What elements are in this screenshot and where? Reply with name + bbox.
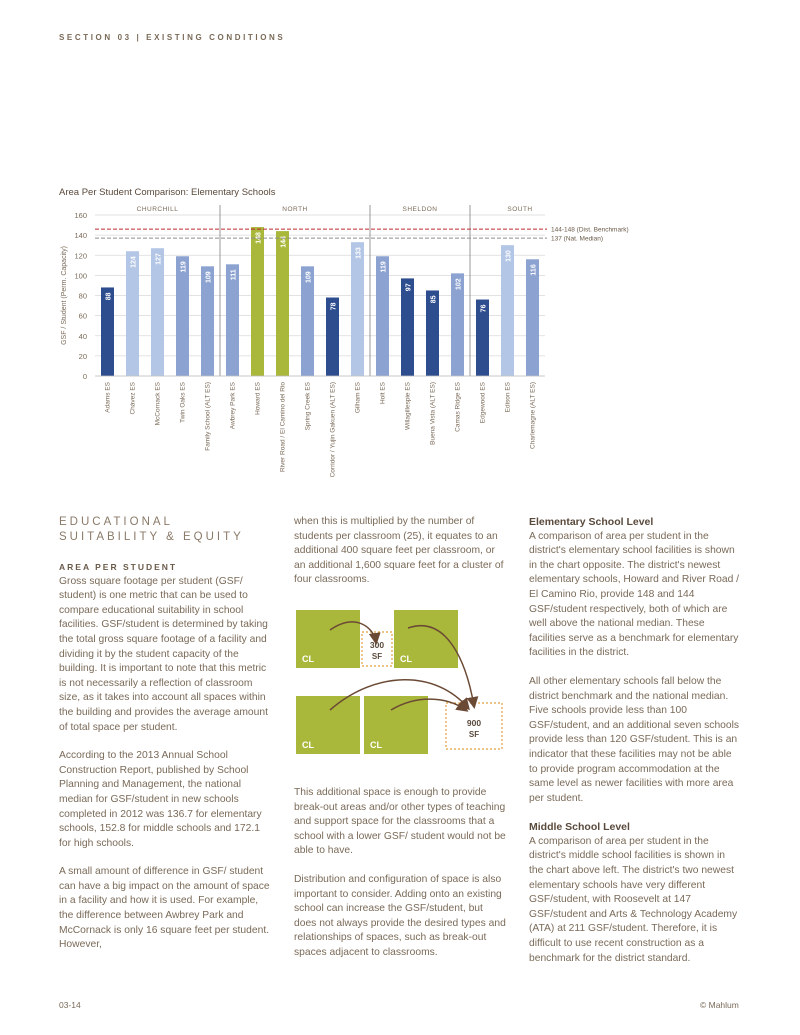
data-label: 76 bbox=[480, 304, 488, 313]
paragraph: Distribution and configuration of space is also important to consider. Adding onto an existing school can increase the GSF/student, but does not always provide the desired types and relationships of spaces, such as break-out spaces adjacent to classrooms. bbox=[294, 873, 506, 958]
bar bbox=[526, 259, 539, 376]
x-tick-label: McCornack ES bbox=[154, 382, 162, 426]
data-label: 119 bbox=[180, 261, 188, 273]
cl-label: CL bbox=[370, 740, 382, 750]
bar bbox=[151, 248, 164, 376]
x-tick-label: Buena Vista (ALT ES) bbox=[429, 382, 437, 445]
y-tick-label: 140 bbox=[74, 231, 87, 241]
bar bbox=[351, 242, 364, 376]
y-tick-label: 60 bbox=[78, 311, 87, 321]
x-tick-label: Awbrey Park ES bbox=[229, 382, 237, 430]
bar bbox=[276, 231, 289, 376]
large-box-unit: SF bbox=[468, 730, 480, 739]
bar-chart bbox=[0, 0, 800, 500]
x-tick-label: Spring Creek ES bbox=[304, 382, 312, 431]
data-label: 116 bbox=[530, 264, 538, 276]
y-tick-label: 80 bbox=[78, 291, 87, 301]
cl-label: CL bbox=[400, 654, 412, 664]
x-tick-label: Corridor / Yujin Gakuen (ALT ES) bbox=[329, 382, 337, 478]
x-tick-label: Holt ES bbox=[379, 382, 387, 405]
data-label: 133 bbox=[355, 247, 363, 259]
cl-label: CL bbox=[302, 654, 314, 664]
text-column-3 bbox=[529, 515, 741, 980]
x-tick-label: Gilham ES bbox=[354, 382, 362, 414]
text-column-1 bbox=[59, 515, 271, 967]
paragraph: A small amount of difference in GSF/ student can have a big impact on the amount of space in a facility and how it is used. For example, the difference between Awbrey Park and McCornack is only 16 square feet per student. However, bbox=[59, 866, 270, 951]
bar bbox=[251, 227, 264, 376]
paragraph: A comparison of area per student in the district's elementary school facilities is shown in the chart opposite. The district's newest elementary schools, Howard and River Road / El Camino Rio, provide 148 and 144 GSF/student respectively, both of which are well above the national median. These facilities serve as a benchmark for elementary facilities in the district. bbox=[529, 530, 740, 659]
small-box-unit: SF bbox=[371, 652, 383, 661]
paragraph: when this is multiplied by the number of students per classroom (25), it equates to an additional 400 square feet per classroom, or an additional 1,600 square feet for a cluster of four classrooms. bbox=[294, 516, 504, 586]
x-tick-label: Edgewood ES bbox=[479, 382, 487, 424]
data-label: 102 bbox=[455, 278, 463, 291]
reference-line-label: 137 (Nat. Median) bbox=[551, 235, 604, 243]
x-tick-label: Adams ES bbox=[104, 382, 112, 413]
data-label: 119 bbox=[380, 261, 388, 273]
x-tick-label: Edison ES bbox=[504, 382, 512, 413]
classroom-diagram bbox=[296, 600, 511, 780]
x-tick-label: Camas Ridge ES bbox=[454, 382, 462, 432]
section-heading: EDUCATIONAL SUITABILITY & EQUITY bbox=[59, 516, 244, 543]
x-tick-label: Family School (ALT ES) bbox=[204, 382, 212, 451]
paragraph: According to the 2013 Annual School Construction Report, published by School Planning and Management, the national median for GSF/student in new schools completed in 2012 was 136.7 for elementary schools, 152.8 for middle schools and 172.1 for high schools. bbox=[59, 750, 262, 849]
bar bbox=[501, 245, 514, 376]
data-label: 109 bbox=[305, 271, 313, 284]
x-tick-label: Howard ES bbox=[254, 382, 262, 415]
y-tick-label: 160 bbox=[74, 211, 87, 220]
data-label: 130 bbox=[505, 250, 513, 262]
page-number: 03-14 bbox=[59, 1000, 81, 1010]
bar bbox=[376, 256, 389, 376]
data-label: 148 bbox=[255, 232, 263, 244]
copyright: © Mahlum bbox=[700, 1000, 739, 1010]
heading-middle-school-level: Middle School Level bbox=[529, 821, 630, 834]
paragraph: Gross square footage per student (GSF/ student) is one metric that can be used to compare educational suitability in school facilities. GSF/student is determined by taking the total gross square footage of a facility and dividing it by the student capacity of the building. It is important to note that this metric is not necessarily a reflection of classroom size, as it takes into account all spaces within the building and provides the average amount of total space per student. bbox=[59, 575, 268, 733]
paragraph: All other elementary schools fall below the district benchmark and the national median. Five schools provide less than 100 GSF/student, and an additional seven schools provide less than 120 GSF/student. This is an indicator that these facilities may not be able to provide program accommodation at the same level as newer facilities with more area per student. bbox=[529, 675, 740, 804]
cl-label: CL bbox=[302, 740, 314, 750]
large-box-value: 900 bbox=[466, 718, 482, 728]
x-tick-label: River Road / El Camino del Rio bbox=[279, 382, 287, 472]
y-tick-label: 120 bbox=[74, 251, 87, 261]
chart-title: Area Per Student Comparison: Elementary Schools bbox=[59, 187, 276, 198]
data-label: 124 bbox=[130, 256, 138, 268]
y-tick-label: 0 bbox=[82, 372, 87, 381]
x-tick-label: Chávez ES bbox=[129, 382, 137, 415]
text-column-2 bbox=[294, 515, 506, 602]
y-tick-label: 40 bbox=[78, 331, 87, 341]
x-tick-label: Twin Oaks ES bbox=[179, 382, 187, 423]
bar bbox=[176, 256, 189, 376]
group-label: SOUTH bbox=[507, 206, 533, 213]
small-box-value: 300 bbox=[369, 640, 385, 650]
heading-elementary-level: Elementary School Level bbox=[529, 516, 654, 528]
data-label: 88 bbox=[105, 292, 113, 301]
x-tick-label: Charlemagne (ALT ES) bbox=[529, 382, 537, 449]
y-tick-label: 100 bbox=[74, 271, 87, 281]
group-label: SHELDON bbox=[402, 206, 438, 213]
subheading-area-per-student: AREA PER STUDENT bbox=[59, 562, 178, 572]
text-column-2-lower bbox=[294, 786, 506, 975]
data-label: 97 bbox=[405, 283, 413, 292]
y-axis-label: GSF / Student (Perm. Capacity) bbox=[61, 246, 68, 345]
section-header: SECTION 03 | EXISTING CONDITIONS bbox=[59, 33, 286, 42]
data-label: 127 bbox=[155, 253, 163, 265]
data-label: 78 bbox=[330, 302, 338, 311]
data-label: 111 bbox=[230, 269, 238, 281]
data-label: 144 bbox=[280, 236, 288, 248]
paragraph: This additional space is enough to provide break-out areas and/or other types of teaching and support space for the classrooms that a school with a lower GSF/ student would not be able to have. bbox=[294, 787, 506, 857]
data-label: 85 bbox=[430, 295, 438, 304]
data-label: 109 bbox=[205, 271, 213, 284]
x-tick-label: Willagillespie ES bbox=[404, 382, 412, 431]
paragraph: A comparison of area per student in the district's middle school facilities is shown in the chart above left. The district's two newest elementary schools have very different GSF/student, with Roosevelt at 147 GSF/student and Arts & Technology Academy (ATA) at 211 GSF/student. Therefore, it is difficult to use recent construction as a benchmark for the district standard. bbox=[529, 835, 738, 964]
reference-line-label: 144-148 (Dist. Benchmark) bbox=[551, 226, 629, 234]
group-label: CHURCHILL bbox=[136, 206, 179, 213]
bar bbox=[126, 251, 139, 376]
bar bbox=[401, 278, 414, 376]
y-tick-label: 20 bbox=[78, 351, 87, 361]
group-label: NORTH bbox=[282, 206, 308, 213]
